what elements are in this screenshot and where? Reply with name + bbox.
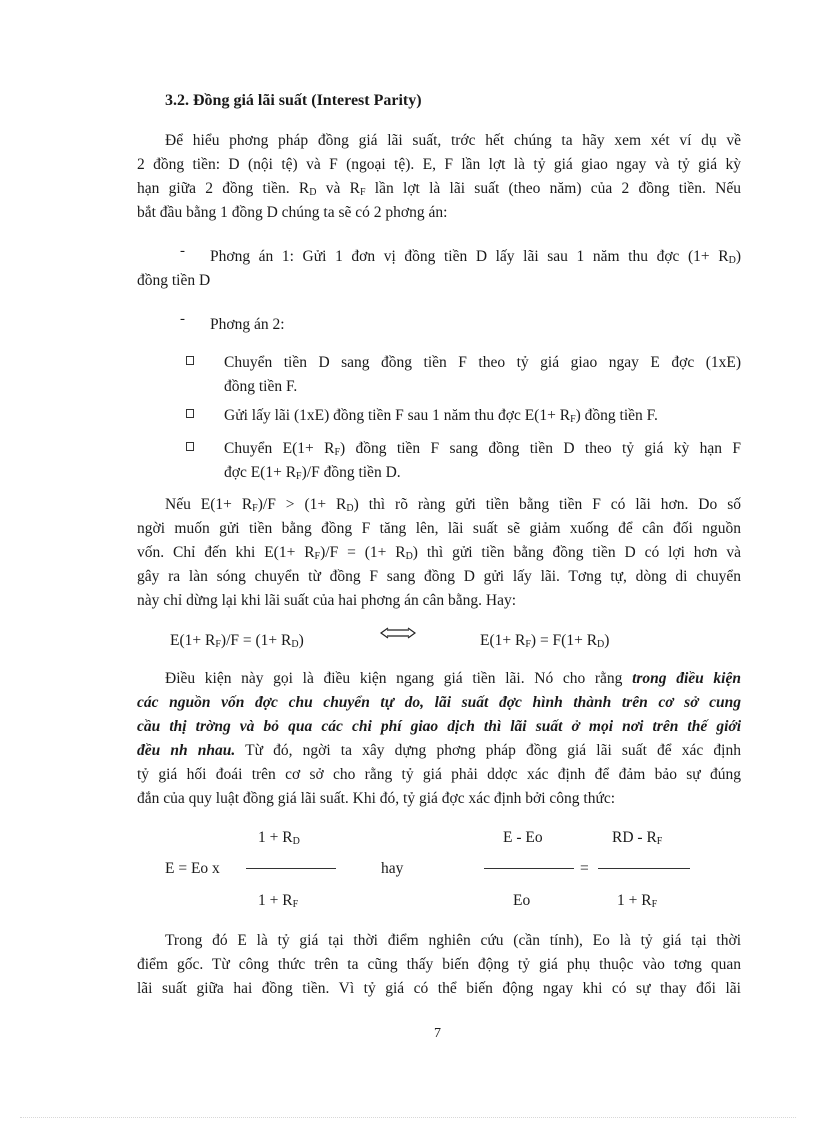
formula-denominator-1: $1 + R_F$ <box>258 892 299 910</box>
page-bottom-divider <box>20 1117 796 1118</box>
intro-line-1: Để hiểu phơng pháp đồng giá lãi suất, trớc hết chúng ta hãy xem xét ví dụ về <box>165 132 741 149</box>
option2-bullet1-line2: đồng tiền F. <box>224 378 298 395</box>
para2-line-1: Nếu $E(1+ R_F)/F > (1+ R_D)$ thì rõ ràng gửi tiền bằng tiền F có lãi hơn. Do số <box>165 496 741 514</box>
formula-fraction-bar-2 <box>484 868 574 869</box>
option1-dash: - <box>180 243 185 259</box>
formula-denominator-2: Eo <box>513 892 531 909</box>
equation1-rhs: $E(1+ R_F) = F(1+ R_D)$ <box>480 632 610 650</box>
para3-line-4: đều nh nhau. Từ đó, ngời ta xây dựng phơng pháp đồng giá lãi suất để xác định <box>137 742 741 759</box>
formula-hay: hay <box>381 860 404 877</box>
bullet-box-icon <box>186 442 194 451</box>
para4-line-3: lãi suất giữa hai đồng tiền. Vì tỷ giá có thể biến động ngay khi có sự thay đổi lãi <box>137 980 741 997</box>
section-heading: 3.2. Đồng giá lãi suất (Interest Parity) <box>165 92 422 109</box>
para3-line-3: cầu thị trờng và bỏ qua các chi phí giao dịch thì lãi suất ở mọi nơi trên thế giới <box>137 718 741 735</box>
para4-line-1: Trong đó E là tỷ giá tại thời điểm nghiên cứu (cần tính), Eo là tỷ giá tại thời <box>165 932 741 949</box>
formula-lhs: E = Eo x <box>165 860 220 877</box>
bullet-box-icon <box>186 356 194 365</box>
formula-numerator-2: E - Eo <box>503 829 543 846</box>
page-number: 7 <box>434 1026 441 1041</box>
double-arrow-icon <box>380 627 416 639</box>
formula-equals: = <box>580 860 589 877</box>
para4-line-2: điểm gốc. Từ công thức trên ta cũng thấy biến động tỷ giá phụ thuộc vào tơng quan <box>137 956 741 973</box>
formula-fraction-bar-1 <box>246 868 336 869</box>
option1-line-1: Phơng án 1: Gửi 1 đơn vị đồng tiền D lấy lãi sau 1 năm thu đợc $(1+ R_D)$ <box>210 248 741 266</box>
para2-line-3: vốn. Chỉ đến khi $E(1+ R_F)/F = (1+ R_D)$ thì gửi tiền bằng đồng tiền D có lợi hơn và <box>137 544 741 562</box>
option2-dash: - <box>180 311 185 327</box>
option2-bullet2: Gửi lấy lãi (1xE) đồng tiền F sau 1 năm thu đợc $E(1+ R_F)$ đồng tiền F. <box>224 407 658 425</box>
option2-bullet3-line1: Chuyển $E(1+ R_F)$ đồng tiền F sang đồng tiền D theo tỷ giá kỳ hạn F <box>224 440 741 458</box>
para2-line-2: ngời muốn gửi tiền bằng đồng F tăng lên, lãi suất sẽ giảm xuống để cân đối nguồn <box>137 520 741 537</box>
option2-bullet1-line1: Chuyển tiền D sang đồng tiền F theo tỷ giá giao ngay E đợc (1xE) <box>224 354 741 371</box>
para2-line-5: này chỉ dừng lại khi lãi suất của hai phơng án cân bằng. Hay: <box>137 592 517 609</box>
para3-line-5: tỷ giá hối đoái trên cơ sở cho rằng tỷ giá phải ddợc xác định để đảm bảo sự đúng <box>137 766 741 783</box>
formula-denominator-3: $1 + R_F$ <box>617 892 658 910</box>
bullet-box-icon <box>186 409 194 418</box>
intro-line-4: bắt đầu bằng 1 đồng D chúng ta sẽ có 2 phơng án: <box>137 204 448 221</box>
formula-numerator-3: RD - $R_F$ <box>612 829 663 847</box>
option2-title: Phơng án 2: <box>210 316 285 333</box>
intro-line-2: 2 đồng tiền: D (nội tệ) và F (ngoại tệ). E, F lần lợt là tỷ giá giao ngay và tỷ giá kỳ <box>137 156 741 173</box>
para3-line-1: Điều kiện này gọi là điều kiện ngang giá tiền lãi. Nó cho rằng trong điều kiện <box>165 670 741 687</box>
equation1-lhs: $E(1+ R_F)/F = (1+ R_D)$ <box>170 632 304 650</box>
option1-line-2: đồng tiền D <box>137 272 211 289</box>
intro-line-3: hạn giữa 2 đồng tiền. $R_D$ và $R_F$ lần lợt là lãi suất (theo năm) của 2 đồng tiền. Nếu <box>137 180 741 198</box>
formula-fraction-bar-3 <box>598 868 690 869</box>
option2-bullet3-line2: đợc $E(1+ R_F)/F$ đồng tiền D. <box>224 464 401 482</box>
para2-line-4: gây ra làn sóng chuyển từ đồng F sang đồng D gửi lấy lãi. Tơng tự, dòng di chuyển <box>137 568 741 585</box>
para3-line-2: các nguồn vốn đợc chu chuyển tự do, lãi suất đợc hình thành trên cơ sở cung <box>137 694 741 711</box>
para3-line-6: đắn của quy luật đồng giá lãi suất. Khi đó, tỷ giá đợc xác định bởi công thức: <box>137 790 616 807</box>
formula-numerator-1: $1 + R_D$ <box>258 829 300 847</box>
